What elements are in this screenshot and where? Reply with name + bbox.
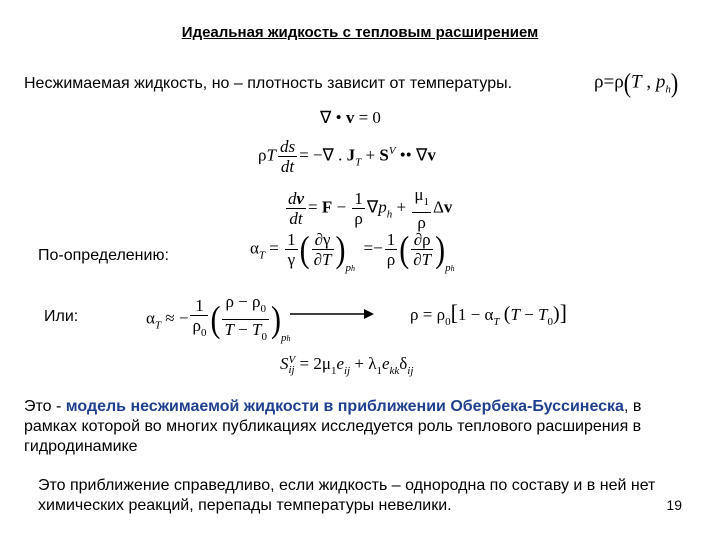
definition-label: По-определению: xyxy=(38,247,169,264)
slide-title: Идеальная жидкость с тепловым расширением xyxy=(181,24,539,41)
density-function-formula: ρ=ρ(T , $p_h$) xyxy=(594,66,679,98)
momentum-equation: $\frac{dv}{dt}$ = F − $\frac{1}{\rho}$ $\nabla p_h$ + $\frac{\mu_1}{\rho}$ Δv xyxy=(288,185,453,232)
intro-text: Несжимаемая жидкость, но – плотность зависит от температуры. xyxy=(24,75,513,92)
alpha-approximation-equation: $\alpha_T$ ≈ − $\frac{1}{\rho_0}$ ( $\frac{\rho - \rho_0}{T - T_0}$ )ph xyxy=(146,292,291,345)
model-suffix: , в рамках которой во многих публикациях исследуется роль теплового расширения в гидродинамике xyxy=(24,398,642,455)
validity-text: Это приближение справедливо, если жидкость – однородна по составу и в ней нет химических реакций, перепады температуры невелики. xyxy=(38,477,656,514)
divergence-equation: ∇ • v = 0 xyxy=(320,108,381,127)
or-label: Или: xyxy=(44,308,79,325)
stress-tensor-equation: S V ij = $2\mu_1e_{ij} + \lambda_1e_{kk}\delta_{ij}$ xyxy=(280,354,414,377)
alpha-definition-equation: $\alpha_T$ = $\frac{1}{\gamma}$ ( $\frac{\partial\gamma}{\partial T}$ )ph =− $\frac{1}{\rho}$ ( $\frac{\partial\rho}{\partial T}$ )ph xyxy=(250,228,455,275)
model-description xyxy=(24,397,664,457)
implication-arrow-icon xyxy=(290,308,374,320)
model-highlight: модель несжимаемой жидкости в приближении Обербека-Буссинеска xyxy=(65,398,624,415)
model-prefix: Это - xyxy=(24,398,66,415)
page-number: 19 xyxy=(666,497,682,513)
entropy-equation: ρT $\frac{ds}{dt}$ = −∇ . $J_T + S^V$ •• ∇v xyxy=(258,137,436,176)
linear-density-equation: $\rho = \rho_0[1 - \alpha_T$ $(T - T_0)$] xyxy=(410,300,567,328)
